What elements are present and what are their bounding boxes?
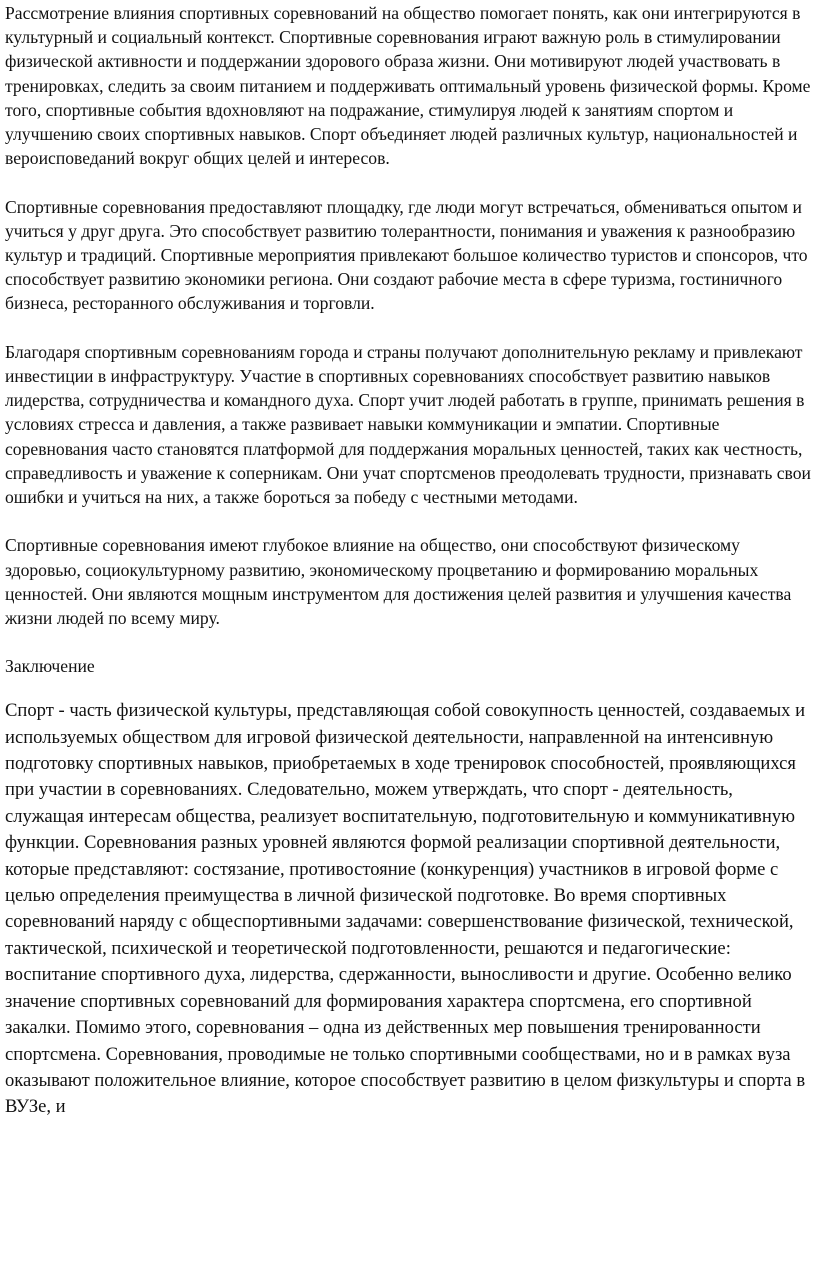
document-page [5,0,813,1121]
paragraph-4: Спортивные соревнования имеют глубокое влияние на общество, они способствуют физическому здоровью, социокультурному развитию, экономическому процветанию и формированию моральных ценностей. Они являются мощным инструментом для достижения целей развития и улучшения качества жизни людей по всему миру. [5,535,792,629]
paragraph-1: Рассмотрение влияния спортивных соревнований на общество помогает понять, как они интегрируются в культурный и социальный контекст. Спортивные соревнования играют важную роль в стимулировании физической активности и поддержании здорового образа жизни. Они мотивируют людей участвовать в тренировках, следить за своим питанием и поддерживать оптимальный уровень физической формы. Кроме того, спортивные события вдохновляют на подражание, стимулируя людей к занятиям спортом и улучшению своих спортивных навыков. Спорт объединяет людей различных культур, национальностей и вероисповеданий вокруг общих целей и интересов. [5,3,811,169]
section-heading: Заключение [5,656,95,677]
conclusion-paragraph: Спорт - часть физической культуры, представляющая собой совокупность ценностей, создаваемых и используемых обществом для игровой физической деятельности, направленной на интенсивную подготовку спортивных навыков, приобретаемых в ходе тренировок способностей, проявляющихся при участии в соревнованиях. Следовательно, можем утверждать, что спорт - деятельность, служащая интересам общества, реализует воспитательную, подготовительную и коммуникативную функции. Соревнования разных уровней являются формой реализации спортивной деятельности, которые представляют: состязание, противостояние (конкуренция) участников в игровой форме с целью определения преимущества в личной физической подготовке. Во время спортивных соревнований наряду с общеспортивными задачами: совершенствование физической, технической, тактической, психической и теоретической подготовленности, решаются и педагогические: воспитание спортивного духа, лидерства, сдержанности, выносливости и другие. Особенно велико значение спортивных соревнований для формирования характера спортсмена, его спортивной закалки. Помимо этого, соревнования – одна из действенных мер повышения тренированности спортсмена. Соревнования, проводимые не только спортивными сообществами, но и в рамках вуза оказывают положительное влияние, которое способствует развитию в целом физкультуры и спорта в ВУЗе, и [5,700,806,1118]
paragraph-2: Спортивные соревнования предоставляют площадку, где люди могут встречаться, обмениваться опытом и учиться у друг друга. Это способствует развитию толерантности, понимания и уважения к разнообразию культур и традиций. Спортивные мероприятия привлекают большое количество туристов и спонсоров, что способствует развитию экономики региона. Они создают рабочие места в сфере туризма, гостиничного бизнеса, ресторанного обслуживания и торговли. [5,196,808,314]
paragraph-3: Благодаря спортивным соревнованиям города и страны получают дополнительную рекламу и привлекают инвестиции в инфраструктуру. Участие в спортивных соревнованиях способствует развитию навыков лидерства, сотрудничества и командного духа. Спорт учит людей работать в группе, принимать решения в условиях стресса и давления, а также развивает навыки коммуникации и эмпатии. Спортивные соревнования часто становятся платформой для поддержания моральных ценностей, таких как честность, справедливость и уважение к соперникам. Они учат спортсменов преодолевать трудности, признавать свои ошибки и учиться на них, а также бороться за победу с честными методами. [5,341,811,508]
